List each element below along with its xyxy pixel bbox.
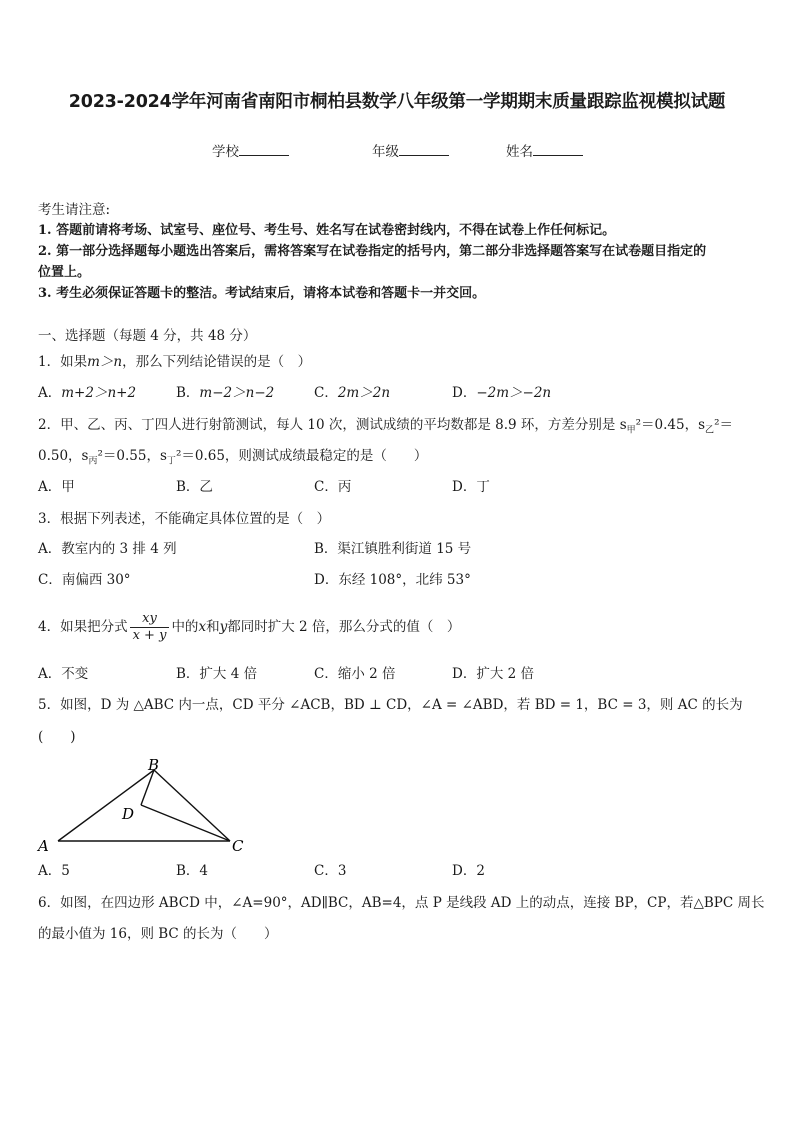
q4-var-x: x: [198, 619, 207, 635]
q4-option-b[interactable]: B．扩大 4 倍: [176, 666, 258, 682]
name-label: 姓名: [506, 144, 533, 160]
q1-stem-b: ，那么下列结论错误的是（ ）: [122, 354, 312, 370]
q1-option-d[interactable]: [452, 383, 551, 403]
notice-item-2: 2. 第一部分选择题每小题选出答案后，需将答案写在试卷指定的括号内，第二部分非选择题答案写在试卷题目指定的: [38, 244, 707, 259]
grade-label: 年级: [372, 144, 399, 160]
vertex-label-c: C: [232, 837, 244, 855]
question-3: 3．根据下列表述，不能确定具体位置的是（ ）: [38, 511, 331, 527]
q2-text-5: ²＝0.55，s: [97, 448, 167, 464]
vertex-label-b: B: [148, 756, 160, 774]
q4-option-c[interactable]: C．缩小 2 倍: [314, 666, 396, 682]
question-1: [38, 352, 311, 372]
notice-item-1: 1. 答题前请将考场、试室号、座位号、考生号、姓名写在试卷密封线内，不得在试卷上作任何标记。: [38, 223, 616, 238]
q2-text-3: ²＝: [714, 417, 733, 433]
q1-stem-a: 1．如果: [38, 354, 88, 370]
question-2-line-2: [38, 446, 427, 472]
q4-fraction-denominator: x + y: [132, 628, 167, 643]
question-4: [38, 608, 460, 646]
question-6-line-1: 6．如图，在四边形 ABCD 中，∠A=90°，AD∥BC，AB=4，点 P 是线段 AD 上的动点，连接 BP，CP，若△BPC 周长: [38, 895, 765, 911]
q1-option-d-label: D．: [452, 385, 477, 401]
q5-triangle-figure: [30, 752, 260, 857]
q2-text-1: 2．甲、乙、丙、丁四人进行射箭测试，每人 10 次，测试成绩的平均数都是 8.9 环，方差分别是 s: [38, 417, 627, 433]
q1-option-c-label: C．: [314, 385, 338, 401]
q2-text-2: ²＝0.45，s: [635, 417, 706, 433]
vertex-label-d: D: [122, 805, 135, 823]
q1-option-c[interactable]: [314, 383, 390, 403]
q4-fraction: [130, 611, 170, 644]
q5-option-c[interactable]: C．3: [314, 863, 347, 879]
q4-option-a[interactable]: A．不变: [38, 666, 89, 682]
q4-option-d[interactable]: D．扩大 2 倍: [452, 666, 534, 682]
q4-text-3: 和: [206, 619, 220, 635]
q1-option-b[interactable]: [176, 383, 274, 403]
q1-option-b-text: m−2＞n−2: [199, 385, 275, 401]
q1-option-c-text: 2m＞2n: [337, 385, 391, 401]
question-5: 5．如图，D 为 △ABC 内一点，CD 平分 ∠ACB，BD ⊥ CD，∠A = ∠ABD，若 BD = 1，BC = 3，则 AC 的长为: [38, 697, 743, 713]
q1-option-d-text: −2m＞−2n: [476, 385, 552, 401]
q2-option-c[interactable]: C．丙: [314, 479, 352, 495]
edge-ab: [58, 770, 154, 841]
school-label: 学校: [212, 144, 239, 160]
question-6-line-2: 的最小值为 16，则 BC 的长为（ ）: [38, 926, 278, 942]
q2-sub-ding: 丁: [166, 456, 176, 467]
q1-stem-math: m＞n: [87, 354, 123, 370]
q2-option-a[interactable]: A．甲: [38, 479, 75, 495]
q3-option-b[interactable]: B．渠江镇胜利街道 15 号: [314, 541, 472, 557]
grade-field[interactable]: [372, 140, 449, 160]
name-field[interactable]: [506, 140, 583, 160]
notice-item-3: 3. 考生必须保证答题卡的整洁。考试结束后，请将本试卷和答题卡一并交回。: [38, 286, 486, 301]
q1-option-a[interactable]: [38, 383, 136, 403]
edge-bc: [154, 770, 230, 841]
section-heading: 一、选择题（每题 4 分，共 48 分）: [38, 328, 257, 344]
q4-text-4: 都同时扩大 2 倍，那么分式的值（ ）: [227, 619, 461, 635]
question-2-line-1: [38, 415, 733, 441]
q5-option-d[interactable]: D．2: [452, 863, 485, 879]
q4-fraction-numerator: xy: [130, 611, 170, 628]
q5-option-b[interactable]: B．4: [176, 863, 209, 879]
notice-heading: 考生请注意:: [38, 202, 111, 218]
q2-sub-yi: 乙: [705, 425, 715, 436]
q2-sub-bing: 丙: [88, 456, 98, 467]
q4-text-1: 4．如果把分式: [38, 619, 128, 635]
q2-sub-jia: 甲: [626, 425, 636, 436]
q2-option-b[interactable]: B．乙: [176, 479, 213, 495]
q3-option-a[interactable]: A．教室内的 3 排 4 列: [38, 541, 177, 557]
name-blank[interactable]: [533, 143, 583, 156]
vertex-label-a: A: [38, 837, 49, 855]
q1-option-a-text: m+2＞n+2: [61, 385, 137, 401]
grade-blank[interactable]: [399, 143, 449, 156]
q2-text-6: ²＝0.65，则测试成绩最稳定的是（ ）: [175, 448, 428, 464]
segment-cd: [141, 805, 230, 841]
q2-text-4: 0.50，s: [38, 448, 89, 464]
q5-paren: ( ): [38, 729, 76, 745]
q4-var-y: y: [219, 619, 228, 635]
q3-option-d[interactable]: D．东经 108°，北纬 53°: [314, 572, 471, 588]
q4-text-2: 中的: [171, 619, 199, 635]
page-title: 2023-2024学年河南省南阳市桐柏县数学八年级第一学期期末质量跟踪监视模拟试题: [68, 92, 726, 112]
q1-option-a-label: A．: [38, 385, 62, 401]
school-blank[interactable]: [239, 143, 289, 156]
school-field[interactable]: [212, 140, 289, 160]
q1-option-b-label: B．: [176, 385, 200, 401]
q2-option-d[interactable]: D．丁: [452, 479, 490, 495]
notice-item-2-cont: 位置上。: [38, 265, 91, 280]
q5-option-a[interactable]: A．5: [38, 863, 70, 879]
q3-option-c[interactable]: C．南偏西 30°: [38, 572, 131, 588]
